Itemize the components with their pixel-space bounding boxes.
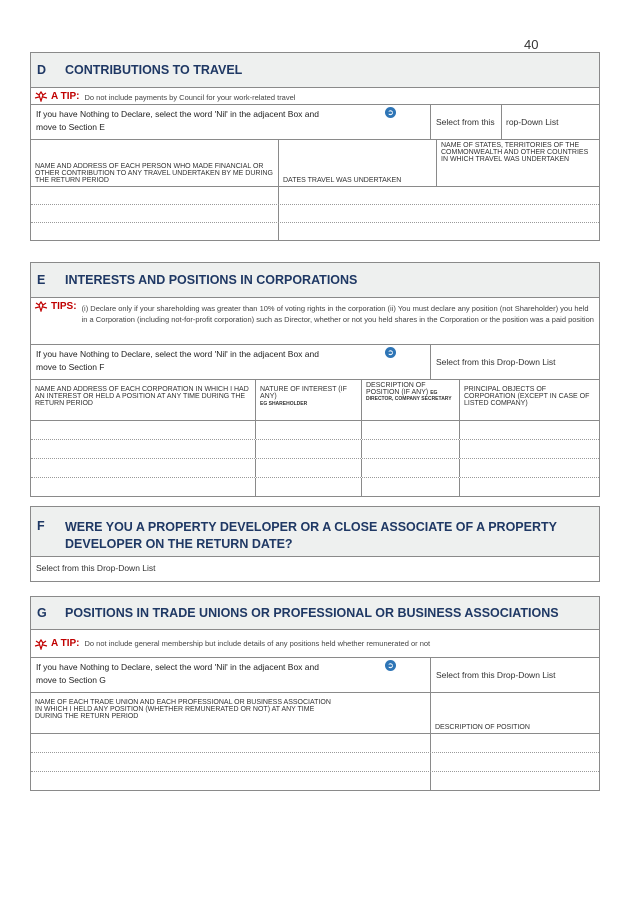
table-header — [31, 380, 599, 421]
arrow-icon: ➲ — [385, 660, 396, 671]
col-header: DATES TRAVEL WAS UNDERTAKEN — [283, 177, 402, 184]
nil-dropdown[interactable] — [431, 105, 599, 139]
col-header: DESCRIPTION OF POSITION (IF ANY) — [366, 382, 429, 396]
section-title: POSITIONS IN TRADE UNIONS OR PROFESSIONAL OR BUSINESS ASSOCIATIONS — [65, 606, 559, 620]
section-e — [30, 262, 600, 497]
dropdown-text-right: rop-Down List — [501, 105, 558, 139]
col-header-note: EG — [430, 390, 438, 396]
col-header: PRINCIPAL OBJECTS OF CORPORATION (EXCEPT IN CASE OF LISTED COMPANY) — [464, 386, 590, 407]
bug-icon — [34, 90, 48, 102]
bug-icon — [34, 300, 48, 312]
tip-label: A TIP: — [51, 90, 80, 102]
section-title: INTERESTS AND POSITIONS IN CORPORATIONS — [65, 273, 358, 287]
section-title: CONTRIBUTIONS TO TRAVEL — [65, 63, 243, 77]
table-row[interactable] — [31, 223, 599, 240]
nil-row — [31, 105, 599, 140]
nil-dropdown[interactable]: Select from this Drop-Down List — [436, 357, 556, 367]
nil-row — [31, 345, 599, 380]
table-row[interactable] — [31, 734, 599, 753]
table-row[interactable] — [31, 205, 599, 223]
table-row[interactable] — [31, 421, 599, 440]
dropdown-text-left: Select from this — [436, 117, 495, 127]
section-d — [30, 52, 600, 241]
table-row[interactable] — [31, 478, 599, 496]
nil-instruction: If you have Nothing to Declare, select the word 'Nil' in the adjacent Box and move to Section G — [36, 662, 319, 685]
table-body — [31, 734, 599, 790]
arrow-icon: ➲ — [385, 347, 396, 358]
col-header: DESCRIPTION OF POSITION — [435, 724, 530, 731]
col-header: NAME OF EACH TRADE UNION AND EACH PROFESSIONAL OR BUSINESS ASSOCIATION IN WHICH I HELD ANY POSITION (WHETHER REMUNERATED OR NOT) AT ANY TIME DURING THE RETURN PERIOD — [35, 699, 331, 720]
section-g-header — [31, 597, 599, 630]
table-row[interactable] — [31, 459, 599, 478]
col-header: NAME OF STATES, TERRITORIES OF THE COMMONWEALTH AND OTHER COUNTRIES IN WHICH TRAVEL WAS UNDERTAKEN — [441, 142, 589, 163]
tip-text: Do not include payments by Council for your work-related travel — [84, 93, 296, 102]
page-number: 40 — [524, 37, 539, 52]
section-letter: G — [37, 606, 47, 620]
table-header — [31, 693, 599, 734]
tip-text: Do not include general membership but include details of any positions held whether remunerated or not — [84, 639, 431, 648]
section-letter: F — [37, 519, 45, 533]
table-row[interactable] — [31, 440, 599, 459]
col-header-note: DIRECTOR, COMPANY SECRETARY — [366, 396, 452, 402]
nil-instruction: If you have Nothing to Declare, select the word 'Nil' in the adjacent Box and move to Section E — [36, 109, 319, 132]
table-row[interactable] — [31, 772, 599, 790]
table-body — [31, 187, 599, 240]
section-letter: D — [37, 63, 47, 77]
property-developer-dropdown[interactable]: Select from this Drop-Down List — [36, 563, 156, 573]
bug-icon — [34, 638, 48, 650]
section-letter: E — [37, 273, 46, 287]
table-header — [31, 140, 599, 187]
section-f — [30, 506, 600, 582]
tip-row — [31, 298, 599, 345]
arrow-icon: ➲ — [385, 107, 396, 118]
section-e-header — [31, 263, 599, 298]
nil-dropdown[interactable]: Select from this Drop-Down List — [436, 670, 556, 680]
tip-label: A TIP: — [51, 638, 80, 649]
nil-row — [31, 658, 599, 693]
col-header: NAME AND ADDRESS OF EACH CORPORATION IN WHICH I HAD AN INTEREST OR HELD A POSITION AT ANY TIME DURING THE RETURN PERIOD — [35, 386, 249, 407]
table-body — [31, 421, 599, 496]
tip-text: (i) Declare only if your shareholding was greater than 10% of voting rights in the corporation (ii) You must declare any position (not Shareholder) you held in a Corporation (including not-for-profit corporation) such as Director, whether or not you held shares in the Corporation or the position was a paid position — [81, 304, 594, 324]
nil-instruction: If you have Nothing to Declare, select the word 'Nil' in the adjacent Box and move to Section F — [36, 349, 319, 372]
col-header: NATURE OF INTEREST (IF ANY) — [260, 386, 347, 400]
table-row[interactable] — [31, 753, 599, 772]
col-header: NAME AND ADDRESS OF EACH PERSON WHO MADE FINANCIAL OR OTHER CONTRIBUTION TO ANY TRAVEL UNDERTAKEN BY ME DURING THE RETURN PERIOD — [35, 163, 273, 184]
section-title: WERE YOU A PROPERTY DEVELOPER OR A CLOSE ASSOCIATE OF A PROPERTY DEVELOPER ON THE RETURN DATE? — [65, 520, 557, 551]
section-f-header — [31, 507, 599, 557]
table-row[interactable] — [31, 187, 599, 205]
section-d-header — [31, 53, 599, 88]
tip-label: TIPS: — [51, 300, 77, 312]
tip-row — [31, 88, 599, 105]
tip-row — [31, 630, 599, 658]
col-header-note: EG SHAREHOLDER — [260, 401, 308, 407]
section-g — [30, 596, 600, 791]
